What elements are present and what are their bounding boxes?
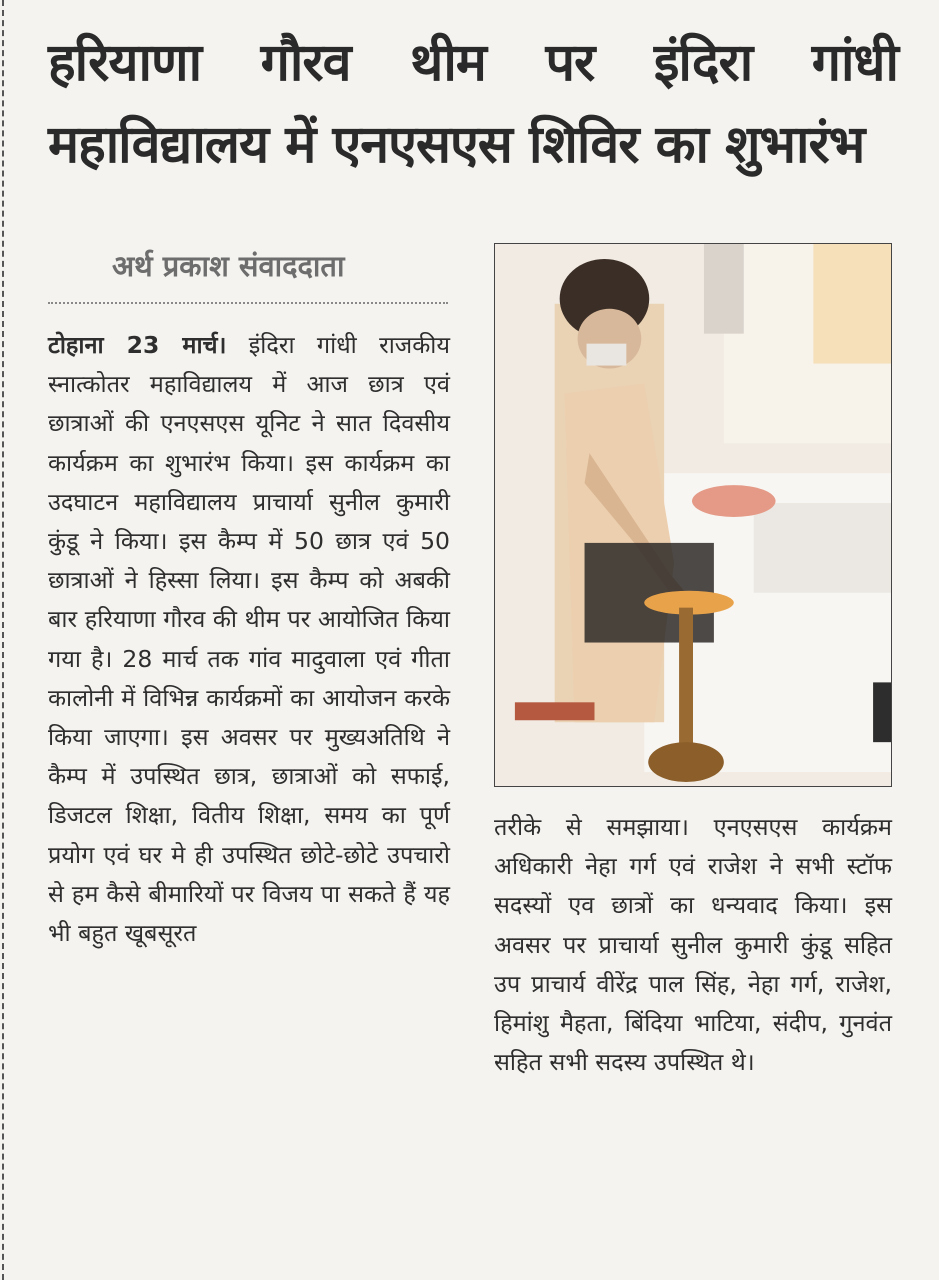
cutout-dashed-edge [2, 0, 4, 1280]
headline-word: हरियाणा [48, 33, 202, 93]
headline-word: पर [545, 33, 595, 93]
dateline: टोहाना 23 मार्च। [48, 331, 227, 359]
article-body-right-column [494, 808, 892, 1082]
byline: अर्थ प्रकाश संवाददाता [112, 249, 345, 283]
body-text-left: इंदिरा गांधी राजकीय स्नात्कोतर महाविद्यालय में आज छात्र एवं छात्राओं की एनएसएस यूनिट ने सात दिवसीय कार्यक्रम का शुभारंभ किया। इस कार्यक्रम का उदघाटन महाविद्यालय प्राचार्या सुनील कुमारी कुंडू ने किया। इस कैम्प में 50 छात्र एवं 50 छात्राओं ने हिस्सा लिया। इस कैम्प को अबकी बार हरियाणा गौरव की थीम पर आयोजित किया गया है। 28 मार्च तक गांव मादुवाला एवं गीता कालोनी में विभिन्न कार्यक्रमों का आयोजन करके किया जाएगा। इस अवसर पर मुख्यअतिथि ने कैम्प में उपस्थित छात्र, छात्राओं को सफाई, डिजटल शिक्षा, वितीय शिक्षा, समय का पूर्ण प्रयोग एवं घर मे ही उपस्थित छोटे-छोटे उपचारो से हम कैसे बीमारियों पर विजय पा सकते हैं यह भी बहुत खूबसूरत [48, 331, 450, 948]
headline [48, 22, 898, 186]
headline-word: गौरव [260, 33, 351, 93]
headline-line-2: महाविद्यालय में एनएसएस शिविर का शुभारंभ [48, 115, 865, 175]
headline-word: थीम [410, 33, 486, 93]
byline-divider [48, 302, 448, 304]
body-text-right: तरीके से समझाया। एनएसएस कार्यक्रम अधिकारी नेहा गर्ग एवं राजेश ने सभी स्टॉफ सदस्यों एव छात्रों का धन्यवाद किया। इस अवसर पर प्राचार्या सुनील कुमारी कुंडू सहित उप प्राचार्य वीरेंद्र पाल सिंह, नेहा गर्ग, राजेश, हिमांशु मैहता, बिंदिया भाटिया, संदीप, गुनवंत सहित सभी सदस्य उपस्थित थे। [494, 813, 892, 1077]
article-photo [494, 243, 892, 787]
article-body-left-column [48, 326, 450, 953]
headline-word: इंदिरा [653, 33, 753, 93]
lamp-lighting-photo [495, 244, 891, 786]
headline-word: गांधी [811, 33, 898, 93]
headline-line-1 [48, 22, 898, 104]
